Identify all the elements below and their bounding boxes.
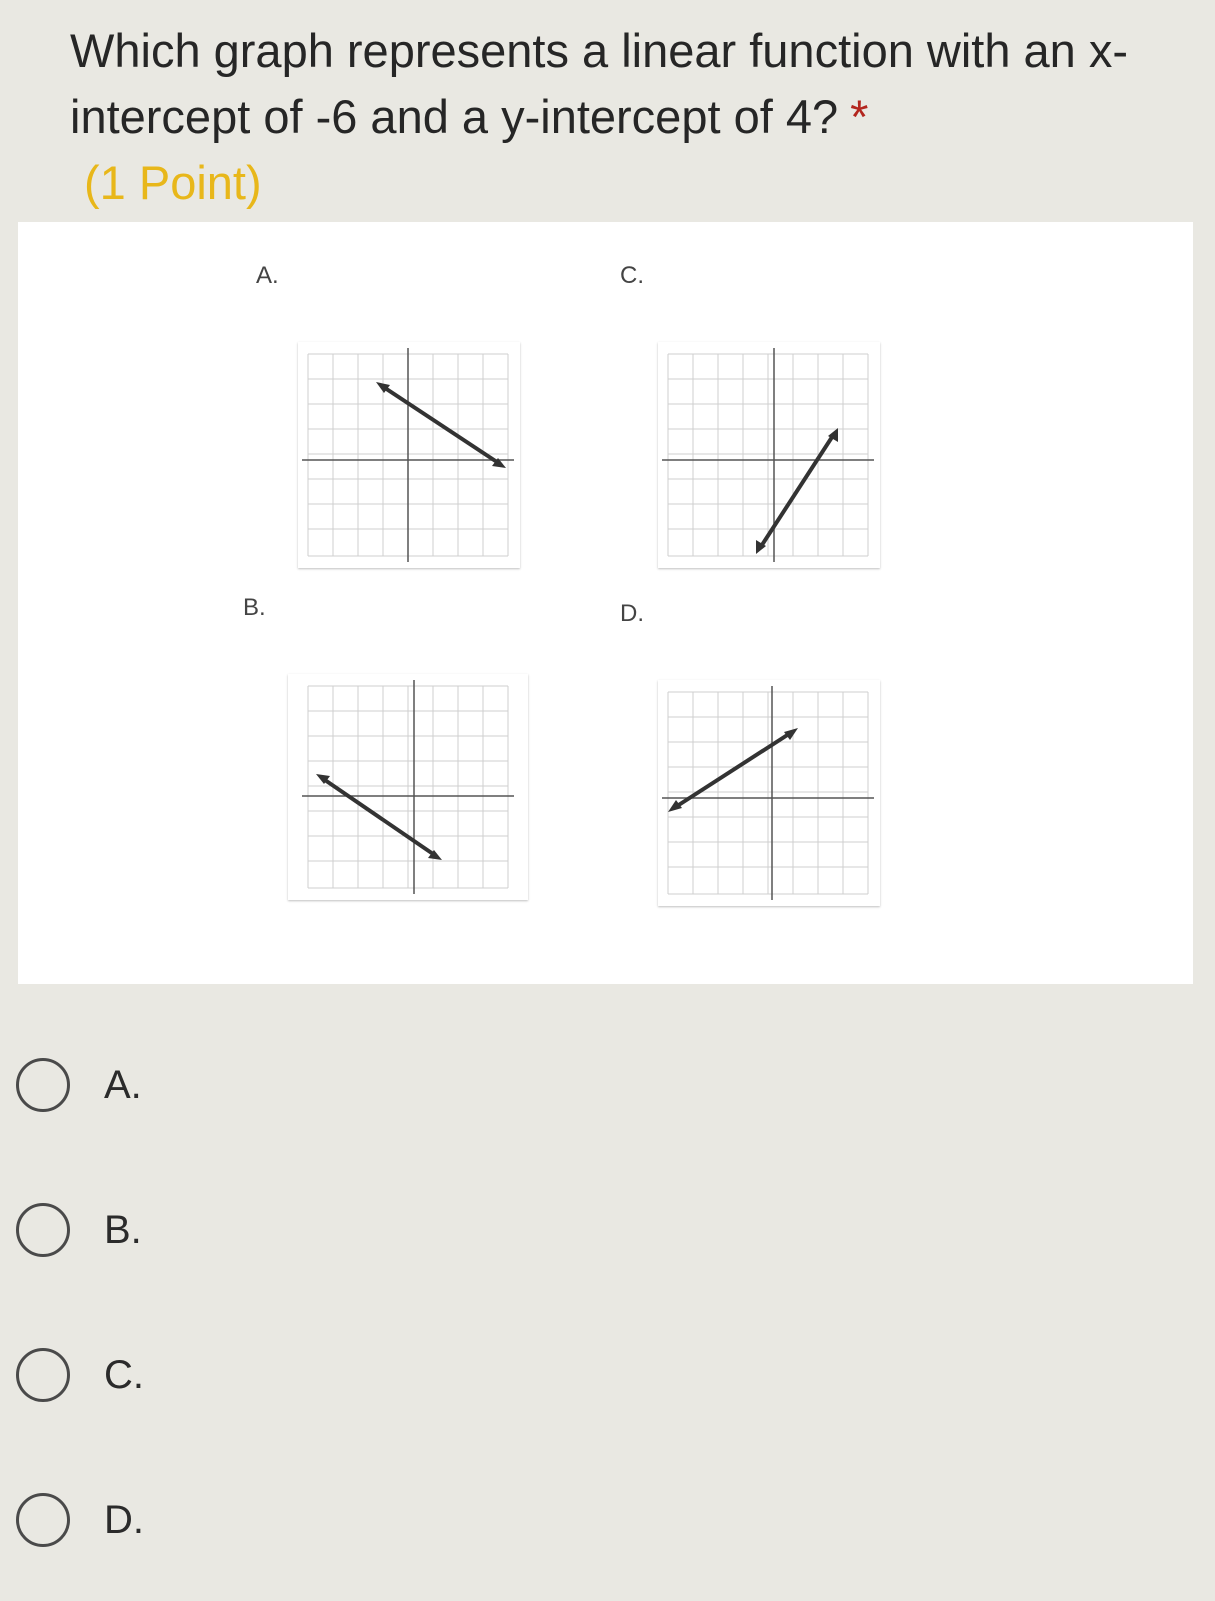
- graph-a: [298, 342, 520, 568]
- radio-a-icon[interactable]: [16, 1058, 70, 1112]
- function-line-a: [382, 386, 500, 464]
- radio-b-icon[interactable]: [16, 1203, 70, 1257]
- graph-c: [658, 342, 880, 568]
- radio-c-icon[interactable]: [16, 1348, 70, 1402]
- question-text: [70, 18, 1170, 150]
- function-line-c: [760, 434, 834, 548]
- option-d-label: D.: [104, 1497, 144, 1542]
- question-figure: [18, 222, 1193, 984]
- option-c-label: C.: [104, 1352, 144, 1397]
- function-line-d: [674, 732, 792, 808]
- option-a-label: A.: [104, 1062, 142, 1107]
- graph-d: [658, 680, 880, 906]
- grid-c: [668, 354, 868, 556]
- figure-label-a: A.: [256, 262, 279, 289]
- radio-d-icon[interactable]: [16, 1493, 70, 1547]
- option-c[interactable]: [0, 1330, 700, 1420]
- option-b-label: B.: [104, 1207, 142, 1252]
- figure-label-b: B.: [243, 594, 266, 621]
- question-title: Which graph represents a linear function with an x-intercept of -6 and a y-intercept of 4?: [70, 24, 1129, 143]
- question-points: (1 Point): [84, 156, 262, 209]
- option-b[interactable]: [0, 1185, 700, 1275]
- option-a[interactable]: [0, 1040, 700, 1130]
- arrowhead-d-end: [784, 728, 798, 740]
- option-d[interactable]: [0, 1475, 700, 1565]
- arrowhead-d-start: [668, 800, 682, 812]
- function-line-b: [322, 778, 436, 856]
- figure-label-c: C.: [620, 262, 644, 289]
- graph-b: [288, 674, 528, 900]
- required-asterisk: *: [850, 90, 869, 143]
- figure-label-d: D.: [620, 600, 644, 627]
